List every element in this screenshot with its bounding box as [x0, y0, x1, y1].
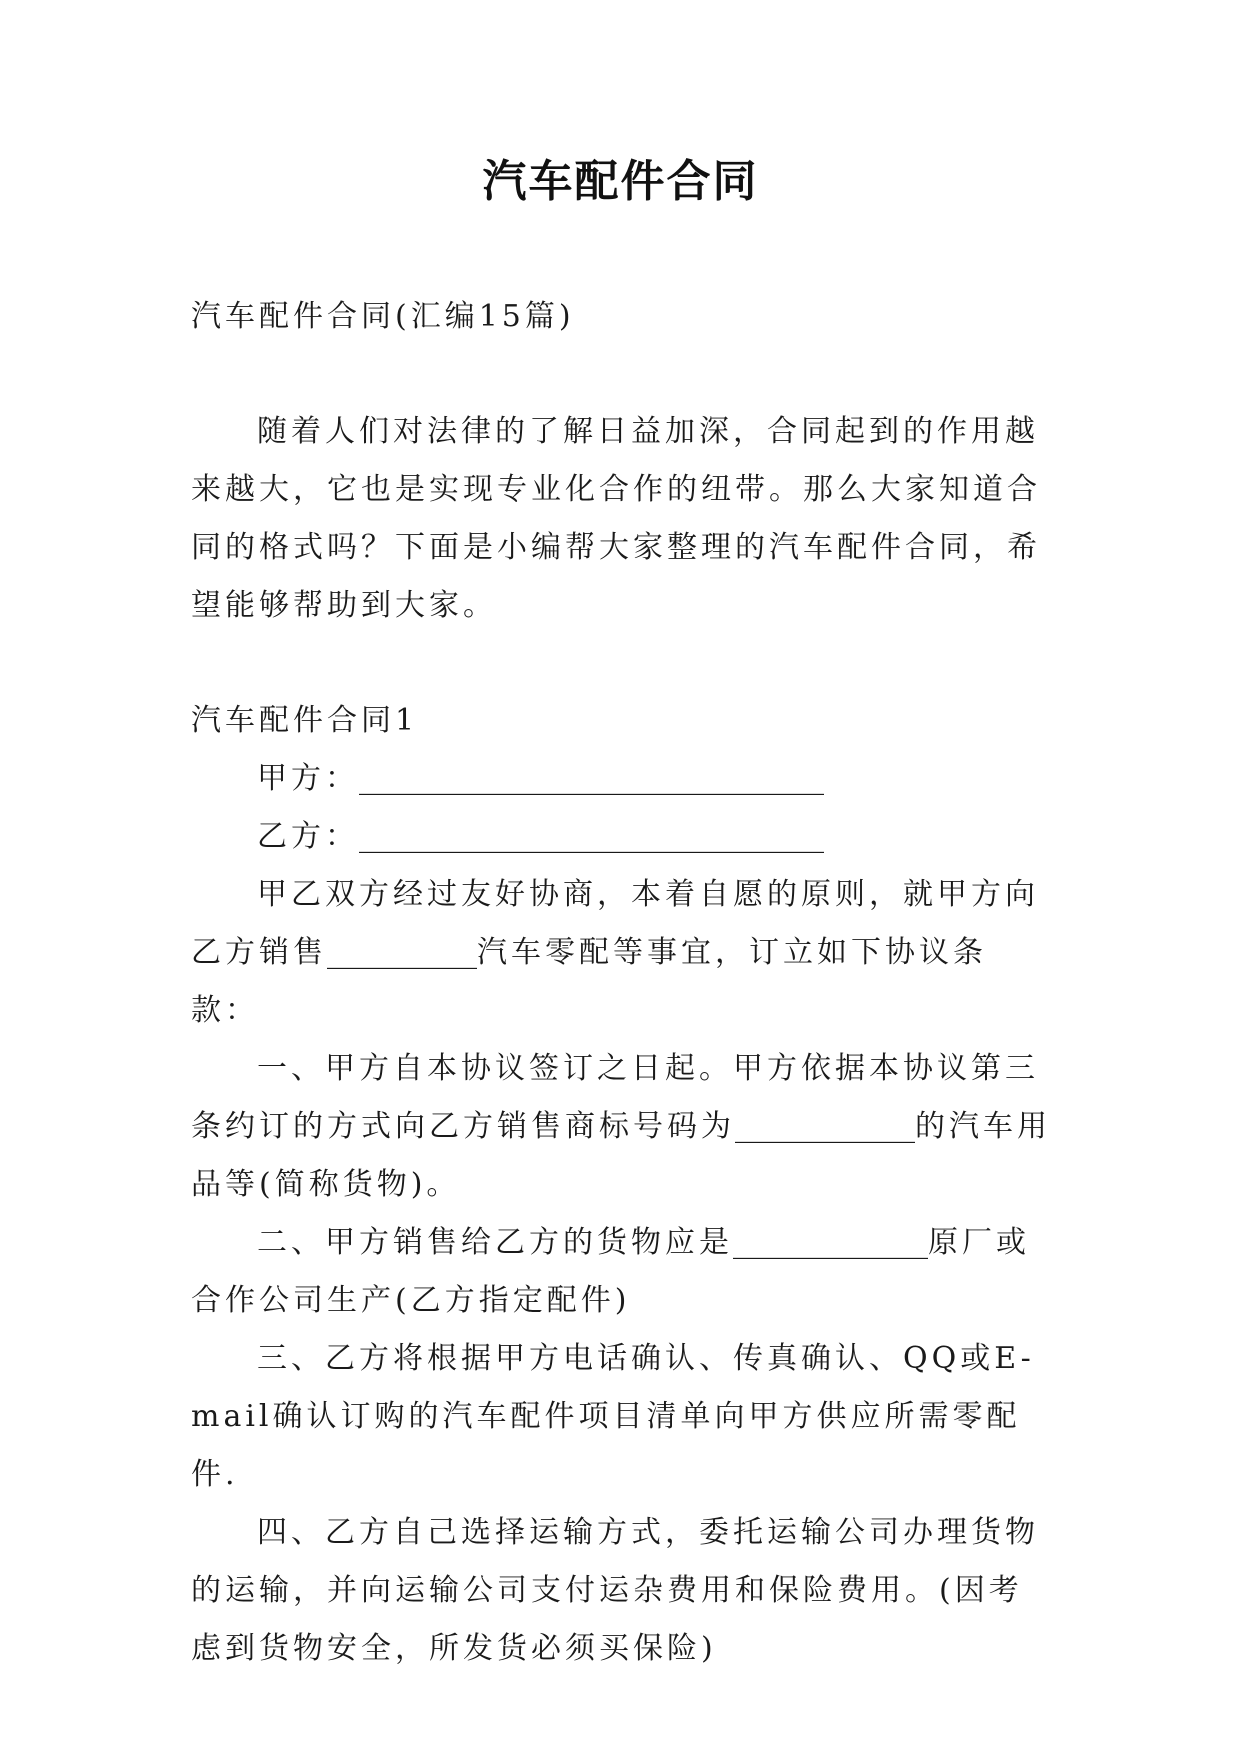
party-a-blank: _______________________________ [359, 761, 824, 796]
intro-paragraph: 随着人们对法律的了解日益加深，合同起到的作用越来越大，它也是实现专业化合作的纽带。那么大家知道合同的格式吗？下面是小编帮大家整理的汽车配件合同，希望能够帮助到大家。 [191, 414, 1041, 623]
clause-preamble-blank: __________ [327, 935, 477, 970]
clause-2 [191, 1214, 1053, 1330]
clause-2-text-2: 原厂或合作公司生产(乙方指定配件) [191, 1225, 1030, 1318]
section-heading: 汽车配件合同1 [191, 703, 419, 738]
party-b-blank: _______________________________ [359, 819, 824, 854]
clause-preamble-text-2: 汽车零配等事宜，订立如下协议条款： [191, 935, 987, 1028]
clause-1-text-1: 一、甲方自本协议签订之日起。甲方依据本协议第三条约订的方式向乙方销售商标号码为 [191, 1051, 1039, 1144]
spacer [191, 635, 1053, 692]
clause-preamble [191, 866, 1053, 1040]
clause-4: 四、乙方自己选择运输方式，委托运输公司办理货物的运输，并向运输公司支付运杂费用和保险费用。(因考虑到货物安全，所发货必须买保险) [191, 1515, 1039, 1666]
party-b-label: 乙方： [257, 819, 359, 854]
spacer [191, 346, 1053, 403]
clause-2-text-1: 二、甲方销售给乙方的货物应是 [257, 1225, 733, 1260]
clause-2-blank: _____________ [733, 1225, 928, 1260]
clause-1-blank: ____________ [735, 1109, 915, 1144]
party-a-line [191, 750, 1053, 808]
clause-3: 三、乙方将根据甲方电话确认、传真确认、QQ或E-mail确认订购的汽车配件项目清单向甲方供应所需零配件. [191, 1341, 1035, 1492]
clause-preamble-text-1: 甲乙双方经过友好协商，本着自愿的原则，就甲方向乙方销售 [191, 877, 1039, 970]
clause-1 [191, 1040, 1053, 1214]
party-b-line [191, 808, 1053, 866]
clause-1-text-2: 的汽车用品等(简称货物)。 [191, 1109, 1051, 1202]
document-subtitle: 汽车配件合同(汇编15篇) [191, 299, 575, 334]
document-title: 汽车配件合同 [482, 156, 759, 207]
party-a-label: 甲方： [257, 761, 359, 796]
document-body [191, 288, 1053, 1678]
